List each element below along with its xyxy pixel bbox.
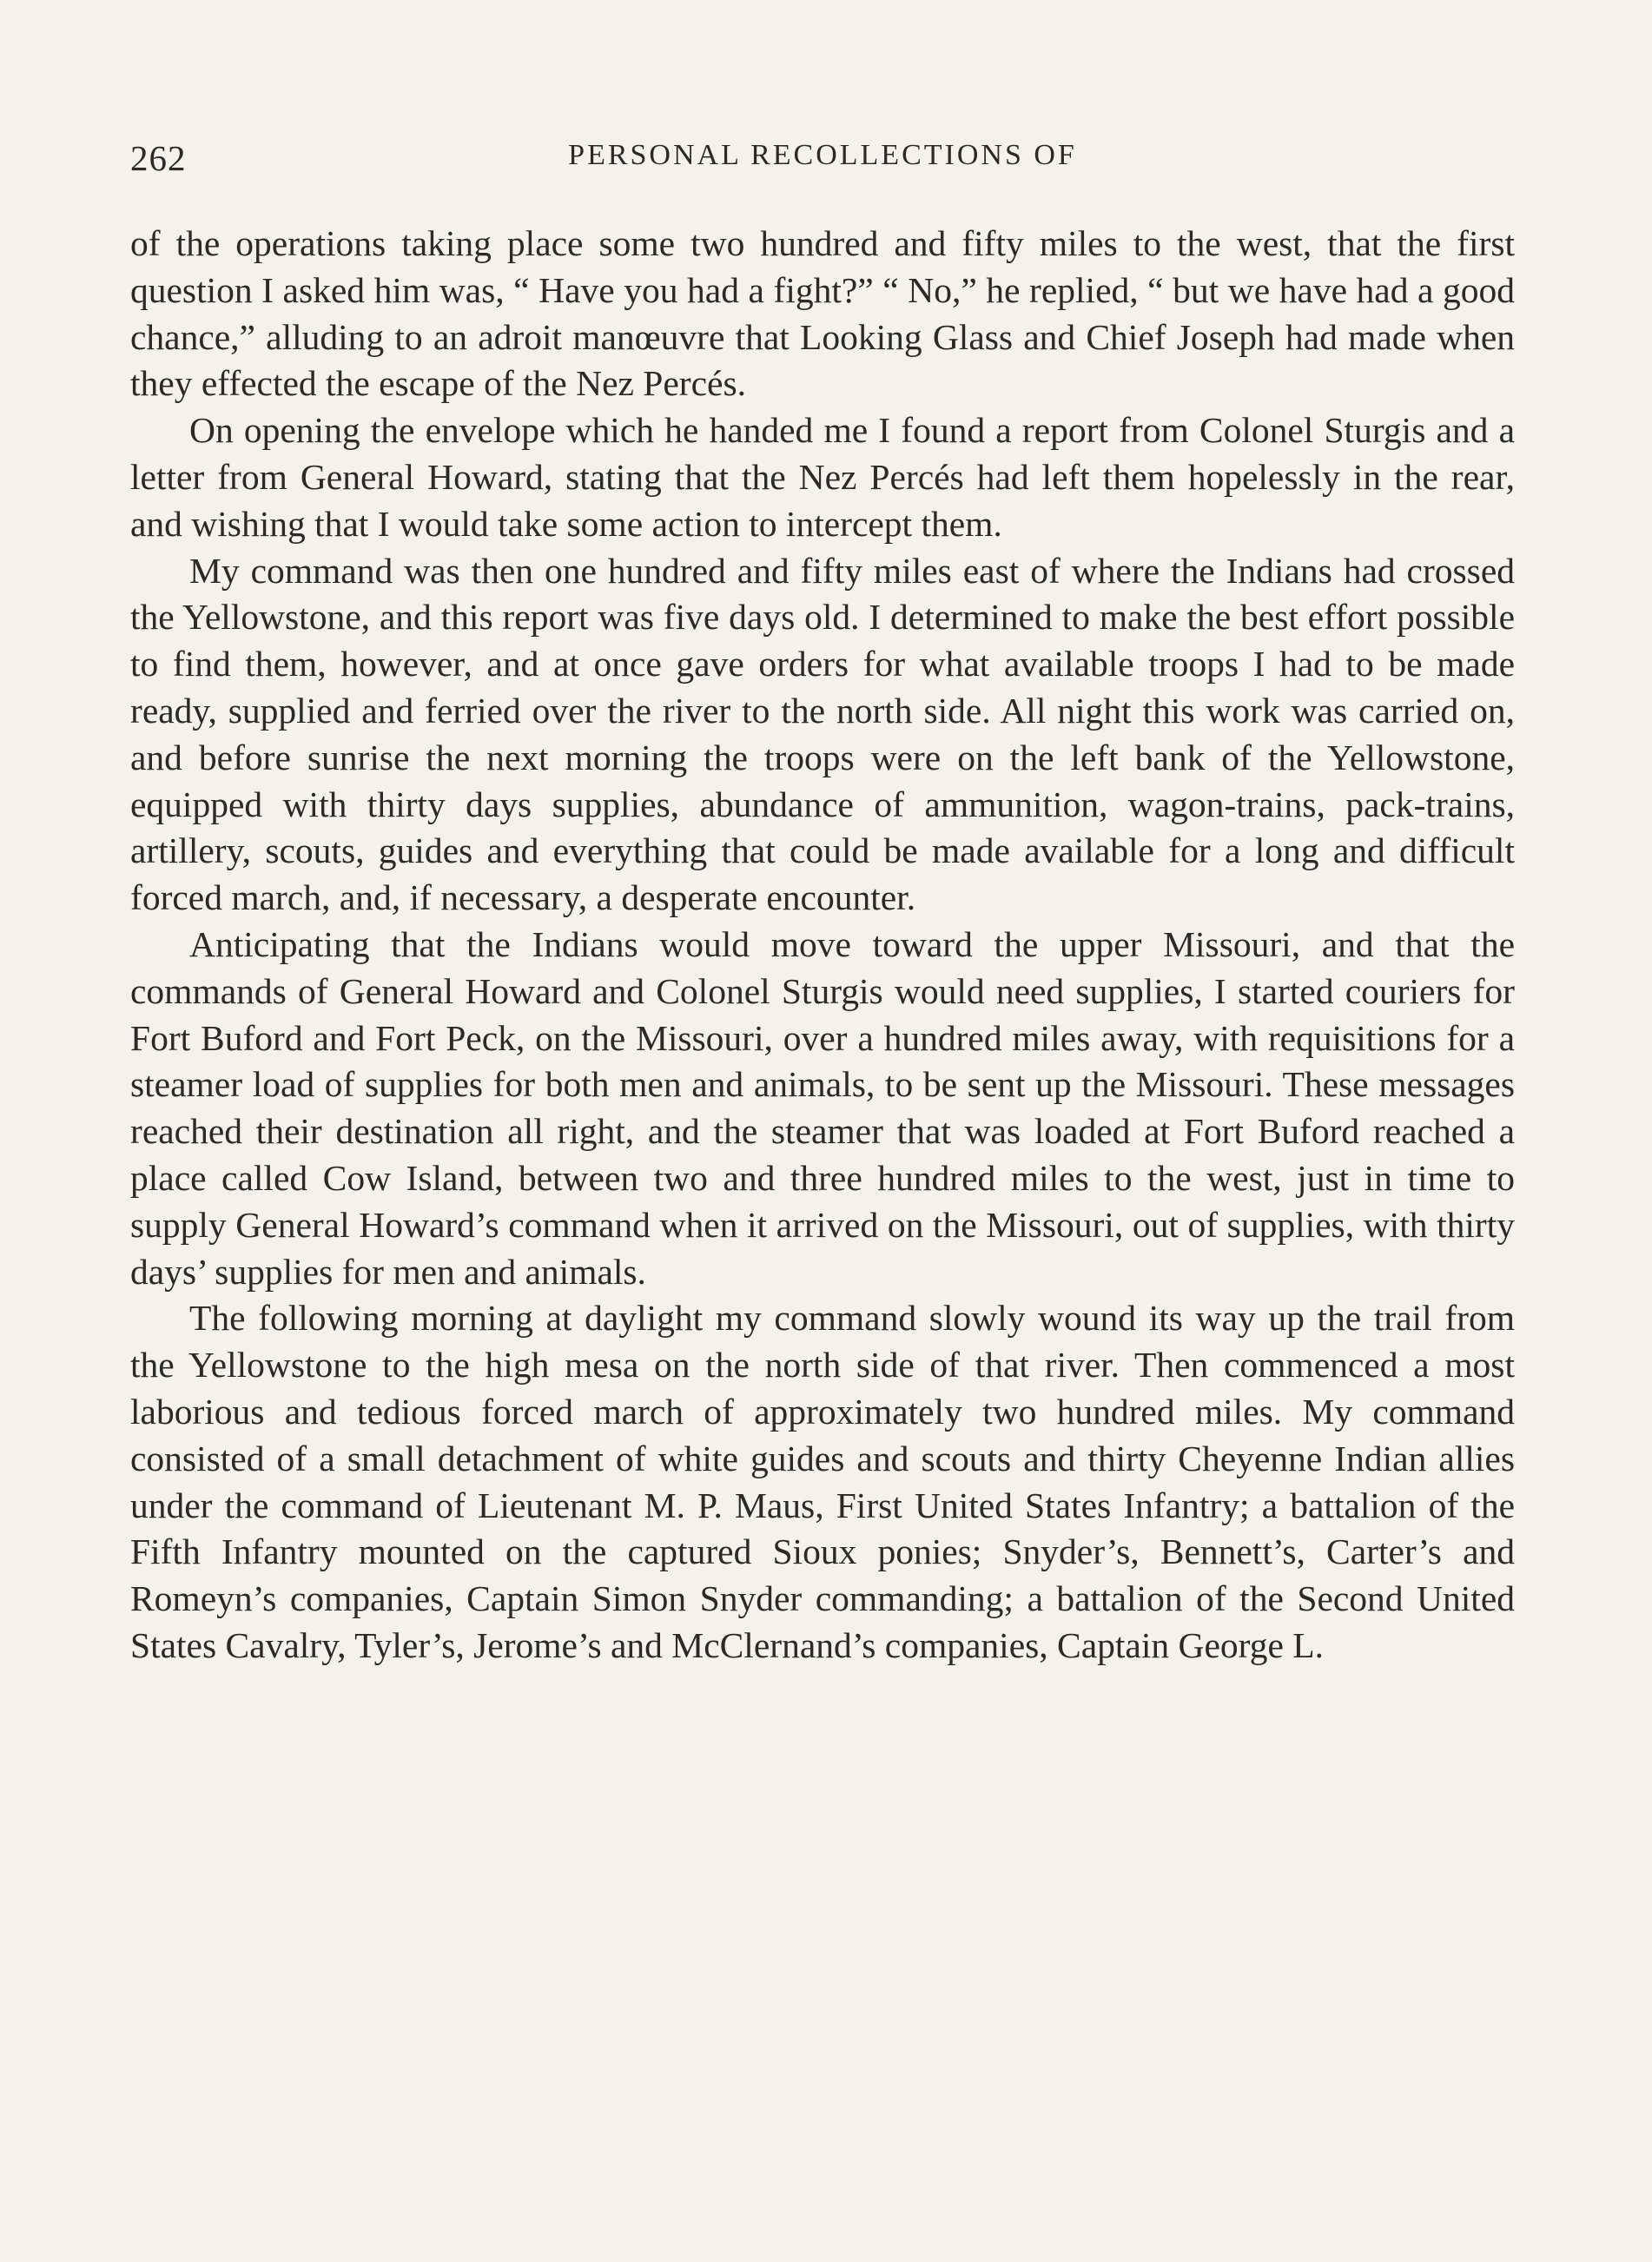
paragraph: My command was then one hundred and fifty miles east of where the Indians had crossed the Yellowstone, and this report was five days old. I determined to make the best effort possible to find them, however, and at once gave orders for what available troops I had to be made ready, supplied and ferried over the river to the north side. All night this work was carried on, and before sunrise the next morning the troops were on the left bank of the Yellowstone, equipped with thirty days supplies, abundance of ammunition, wagon-trains, pack-trains, artillery, scouts, guides and everything that could be made available for a long and difficult forced march, and, if necessary, a desperate encounter. — [130, 550, 1515, 918]
body-text — [130, 221, 1515, 1670]
running-head: PERSONAL RECOLLECTIONS OF — [568, 139, 1077, 171]
page-number: 262 — [130, 138, 187, 178]
paragraph: The following morning at daylight my command slowly wound its way up the trail from the Yellowstone to the high mesa on the north side of that river. Then commenced a most laborious and tedious forced march of approximately two hundred miles. My command consisted of a small detachment of white guides and scouts and thirty Cheyenne Indian allies under the command of Lieutenant M. P. Maus, First United States Infantry; a battalion of the Fifth Infantry mounted on the captured Sioux ponies; Snyder’s, Bennett’s, Carter’s and Romeyn’s companies, Captain Simon Snyder commanding; a battalion of the Second United States Cavalry, Tyler’s, Jerome’s and McClernand’s companies, Captain George L. — [130, 1298, 1515, 1665]
paragraph: On opening the envelope which he handed me I found a report from Colonel Sturgis and a letter from General Howard, stating that the Nez Percés had left them hopelessly in the rear, and wishing that I would take some action to intercept them. — [130, 410, 1515, 544]
paragraph-continuation: of the operations taking place some two hundred and fifty miles to the west, that the first question I asked him was, “ Have you had a fight?” “ No,” he replied, “ but we have had a good chance,” alluding to an adroit manœuvre that Looking Glass and Chief Joseph had made when they effected the escape of the Nez Percés. — [130, 223, 1515, 404]
paragraph: Anticipating that the Indians would move toward the upper Missouri, and that the commands of General Howard and Colonel Sturgis would need supplies, I started couriers for Fort Buford and Fort Peck, on the Missouri, over a hundred miles away, with requisitions for a steamer load of supplies for both men and animals, to be sent up the Missouri. These messages reached their destination all right, and the steamer that was loaded at Fort Buford reached a place called Cow Island, between two and three hundred miles to the west, just in time to supply General Howard’s command when it arrived on the Missouri, out of supplies, with thirty days’ supplies for men and animals. — [130, 923, 1515, 1292]
page-header — [130, 137, 1515, 189]
